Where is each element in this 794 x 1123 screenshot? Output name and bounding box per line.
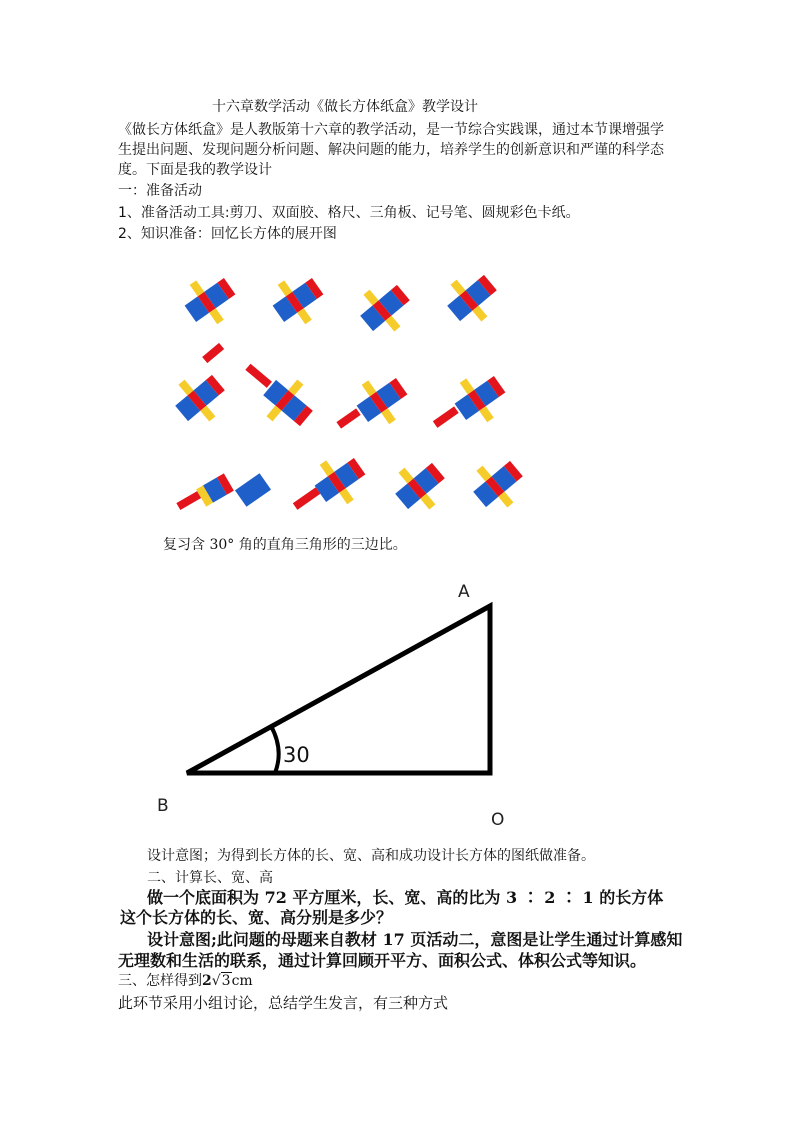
design-intent-2-line-2: 无理数和生活的联系，通过计算回顾开平方、面积公式、体积公式等知识。 bbox=[118, 951, 647, 970]
vertex-label-a: A bbox=[458, 582, 470, 602]
review-triangle-text: 复习含 30° 角的直角三角形的三边比。 bbox=[163, 537, 407, 553]
item-1-tools: 1、准备活动工具:剪刀、双面胶、格尺、三角板、记号笔、圆规彩色卡纸。 bbox=[118, 205, 580, 221]
net-row2-a bbox=[162, 343, 253, 432]
vertex-label-b: B bbox=[157, 796, 169, 816]
vertex-label-o: O bbox=[491, 810, 505, 830]
section-3-heading bbox=[118, 972, 253, 990]
net-row2-d bbox=[424, 365, 514, 448]
net-row3-b bbox=[284, 447, 374, 520]
net-row1-b bbox=[265, 267, 332, 334]
sqrt-radicand: 3 bbox=[221, 973, 231, 989]
intro-line-1: 《做长方体纸盒》是人教版第十六章的教学活动，是一节综合实践课，通过本节课增强学 bbox=[118, 122, 664, 138]
section-1-heading: 一：准备活动 bbox=[118, 183, 202, 199]
cuboid-nets-figure bbox=[160, 258, 540, 520]
section-3-prefix: 三、怎样得到 bbox=[118, 973, 202, 989]
intro-line-3: 度。下面是我的教学设计 bbox=[118, 162, 272, 178]
angle-label: 30 bbox=[283, 743, 310, 767]
net-row2-c bbox=[327, 367, 415, 449]
design-intent-1: 设计意图；为得到长方体的长、宽、高和成功设计长方体的图纸做准备。 bbox=[147, 848, 595, 864]
net-row1-d bbox=[438, 264, 506, 332]
net-row3-c bbox=[386, 452, 454, 520]
net-row1-c bbox=[351, 274, 419, 342]
triangle-shape bbox=[187, 606, 490, 773]
net-row2-b bbox=[231, 350, 322, 437]
section-2-heading: 二、计算长、宽、高 bbox=[147, 870, 273, 886]
section-3-unit: cm bbox=[231, 973, 253, 989]
page-title: 十六章数学活动《做长方体纸盒》教学设计 bbox=[212, 99, 478, 115]
section-3-coefficient: 2 bbox=[202, 973, 212, 989]
sqrt-expression: √3 bbox=[211, 973, 231, 989]
item-2-knowledge: 2、知识准备：回忆长方体的展开图 bbox=[118, 226, 337, 242]
problem-line-2: 这个长方体的长、宽、高分别是多少？ bbox=[120, 908, 393, 927]
problem-line-1: 做一个底面积为 72 平方厘米，长、宽、高的比为 3 ∶ 2 ∶ 1 的长方体 bbox=[147, 888, 664, 907]
angle-arc bbox=[271, 726, 279, 773]
design-intent-2-line-1: 设计意图;此问题的母题来自教材 17 页活动二，意图是让学生通过计算感知 bbox=[147, 930, 683, 949]
net-row3-d bbox=[464, 450, 532, 518]
right-triangle-figure bbox=[145, 575, 530, 830]
net-row3-a-end bbox=[235, 473, 271, 507]
net-row1-a bbox=[177, 267, 244, 334]
net-row3-a bbox=[175, 473, 233, 518]
closing-text: 此环节采用小组讨论，总结学生发言，有三种方式 bbox=[118, 994, 449, 1012]
intro-line-2: 生提出问题、发现问题分析问题、解决问题的能力，培养学生的创新意识和严谨的科学态 bbox=[118, 142, 664, 158]
